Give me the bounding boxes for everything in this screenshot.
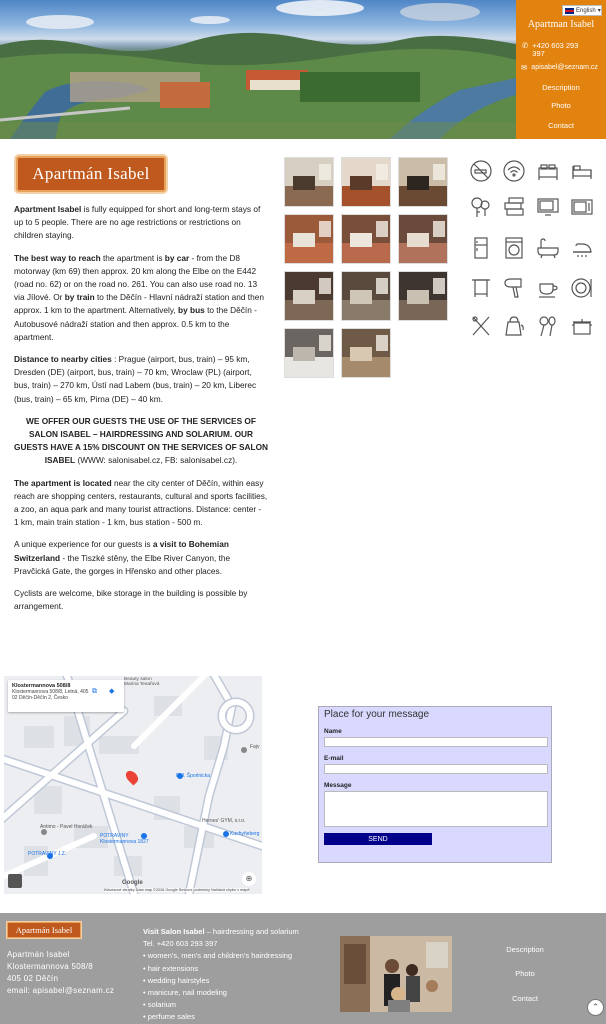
paragraph-directions: The best way to reach the apartment is by car - from the D8 motorway (km 69) then approx. 20 km along the Elbe on the E442 (road no. 62) or on the road no. 261. You can also use road no. 13 via Jílové. Or by train to the Děčín - Hlavní nádraží station and then approx. 1 km to the apartment. Alternatively, by bus to the Děčín - Autobusové nádraží station and then approx. 0.5 km to the apartment. — [14, 252, 264, 342]
paragraph-intro: Apartment Isabel is fully equipped for short and long-term stays of up to 5 people. There are no age restrictions or restrictions on children staying. — [14, 204, 261, 241]
header-brand: Apartman Isabel — [527, 19, 595, 30]
bed-icon — [536, 159, 560, 183]
footer-logo: Apartmán Isabel — [7, 922, 81, 938]
coffee-cup-icon — [536, 276, 560, 300]
paragraph-distances: Distance to nearby cities : Prague (airport, bus, train) – 95 km, Dresden (DE) (airport, bus, train) – 70 km, Wroclaw (PL) (airport, bus, train) – 270 km, Ústí nad Labem (bus, train) – 20 km, Liberec (bus, train) – 65 km, Pirna (DE) – 40 km. — [14, 354, 257, 404]
hero-landscape — [0, 0, 516, 139]
single-bed-icon — [570, 159, 594, 183]
map-place-title: Klostermannova 508/8 — [12, 683, 71, 689]
paragraph-salon-offer: WE OFFER OUR GUESTS THE USE OF THE SERVICES OF SALON ISABEL – HAIRDRESSING AND SOLARIUM. OUR GUESTS HAVE A 15% DISCOUNT ON THE SERVICES OF SALON ISABEL (WWW: salonisabel.cz, FB: salonisabel.cz). — [14, 415, 269, 466]
nav-photo[interactable]: Photo — [551, 101, 571, 110]
email-label: E-mail — [324, 755, 344, 762]
open-in-maps-icon[interactable]: ⧉ — [92, 688, 97, 695]
email-input[interactable] — [324, 764, 548, 774]
wifi-icon — [502, 159, 526, 183]
bathtub-icon — [536, 236, 560, 260]
footer-nav-description[interactable]: Description — [506, 945, 544, 954]
nav-contact[interactable]: Contact — [548, 121, 574, 130]
header-email[interactable]: ✉ apisabel@seznam.cz — [521, 63, 598, 72]
name-input[interactable] — [324, 737, 548, 747]
scroll-to-top-button[interactable] — [587, 999, 604, 1016]
gallery-photo[interactable] — [398, 157, 448, 207]
chevron-up-icon: ⌃ — [591, 1002, 600, 1012]
site-logo: Apartmán Isabel — [16, 156, 166, 192]
no-smoking-icon — [469, 159, 493, 183]
footer-nav-contact[interactable]: Contact — [512, 994, 538, 1003]
iron-icon — [570, 236, 594, 260]
map-label-fajv: Fajv — [250, 744, 260, 750]
language-selector[interactable] — [562, 5, 602, 16]
gallery-photo[interactable] — [284, 271, 334, 321]
uk-flag-icon — [565, 8, 574, 14]
gallery-photo[interactable] — [284, 157, 334, 207]
gallery-photo[interactable] — [398, 271, 448, 321]
salon-photo — [340, 936, 452, 1012]
phone-icon: ✆ — [522, 41, 529, 50]
keys-icon — [469, 195, 493, 219]
gallery-photo[interactable] — [341, 328, 391, 378]
gallery-photo[interactable] — [398, 214, 448, 264]
form-title: Place for your message — [324, 709, 430, 720]
location-map[interactable] — [4, 676, 262, 894]
footer-email[interactable]: email: apisabel@seznam.cz — [7, 986, 115, 995]
map-info-card[interactable] — [8, 680, 124, 712]
dishes-icon — [570, 276, 594, 300]
message-textarea[interactable] — [324, 791, 548, 827]
map-label-heroes-gym: Heroes' GYM, s.r.o. — [202, 818, 246, 824]
send-button[interactable]: SEND — [324, 833, 432, 845]
map-pegman-icon[interactable] — [8, 874, 22, 888]
tv-icon — [536, 195, 560, 219]
google-logo: Google — [122, 880, 143, 886]
gallery-photo[interactable] — [341, 157, 391, 207]
cooking-pot-icon — [570, 314, 594, 338]
gallery-photo[interactable] — [284, 214, 334, 264]
nav-description[interactable]: Description — [542, 83, 580, 92]
header-phone[interactable]: ✆ +420 603 293 397 — [522, 41, 579, 58]
paragraph-location: The apartment is located near the city center of Děčín, within easy reach are shopping centers, restaurants, cultural and sports facilities, a zoo, an aqua park and many tourist attractions. Distance: center - 1 km, main train station - 1 km, bus station - 500 m. — [14, 477, 268, 528]
cutlery-icon — [469, 314, 493, 338]
footer-nav-photo[interactable]: Photo — [515, 969, 535, 978]
chevron-down-icon: ▾ — [597, 8, 601, 14]
footer-salon-info: Visit Salon Isabel – hairdressing and solarium Tel. +420 603 293 397 • women's, men's and children's hairdressing • hair extensions • wedding hairstyles • manicure, nail modeling • solarium • perfume sales — [143, 927, 299, 1022]
fridge-icon — [469, 236, 493, 260]
hero-panorama-image — [0, 0, 516, 139]
contact-form — [318, 706, 552, 863]
washing-machine-icon — [502, 236, 526, 260]
map-label-antimo: Antimo - Pavel Horáček — [40, 824, 93, 830]
kitchen-utensils-icon — [536, 314, 560, 338]
language-label: English — [576, 7, 596, 14]
paragraph-experience: A unique experience for our guests is a visit to Bohemian Switzerland - the Tiszké stěny, the Elbe River Canyon, the Pravčická Gate, the gorges in Hřensko and other places. — [14, 539, 231, 576]
map-fullscreen-icon[interactable]: ⊕ — [242, 872, 256, 886]
towel-rack-icon — [469, 276, 493, 300]
map-label-kuchyneberg: Kuchyňeberg — [230, 831, 260, 837]
map-label-beauty-salon: Beauty salon Marina Tesařová — [124, 677, 160, 687]
paragraph-cyclists: Cyclists are welcome, bike storage in the building is possible by arrangement. — [14, 588, 248, 612]
map-label-potraviny-jz: POTRAVINY J.Z. — [28, 851, 67, 857]
footer-address: Apartmán Isabel Klostermannova 508/8 405 02 Děčín email: apisabel@seznam.cz — [7, 950, 115, 995]
envelope-icon: ✉ — [521, 63, 528, 72]
microwave-icon — [570, 195, 594, 219]
message-label: Message — [324, 782, 352, 789]
name-label: Name — [324, 728, 342, 735]
gallery-photo[interactable] — [284, 328, 334, 378]
directions-icon[interactable]: ◆ — [109, 688, 115, 695]
map-label-sporlnicka: P. J. Šporlnicka — [176, 773, 211, 779]
footer — [0, 913, 606, 1024]
towels-icon — [502, 195, 526, 219]
gallery-photo[interactable] — [341, 214, 391, 264]
hairdryer-icon — [502, 276, 526, 300]
map-attribution: Klávesové zkratky Data map ©2026 Google Smluvní podmínky Nahlásit chybu v mapě — [104, 888, 250, 892]
kettle-icon — [502, 314, 526, 338]
gallery-photo[interactable] — [341, 271, 391, 321]
map-label-potraviny-klostermannova: POTRAVINY Klostermannova 1827 — [100, 833, 149, 845]
description-text — [14, 203, 268, 622]
map-place-address: Klostermannova 508/8, Letná, 405 02 Děčín-Děčín 2, Česko — [12, 689, 89, 701]
